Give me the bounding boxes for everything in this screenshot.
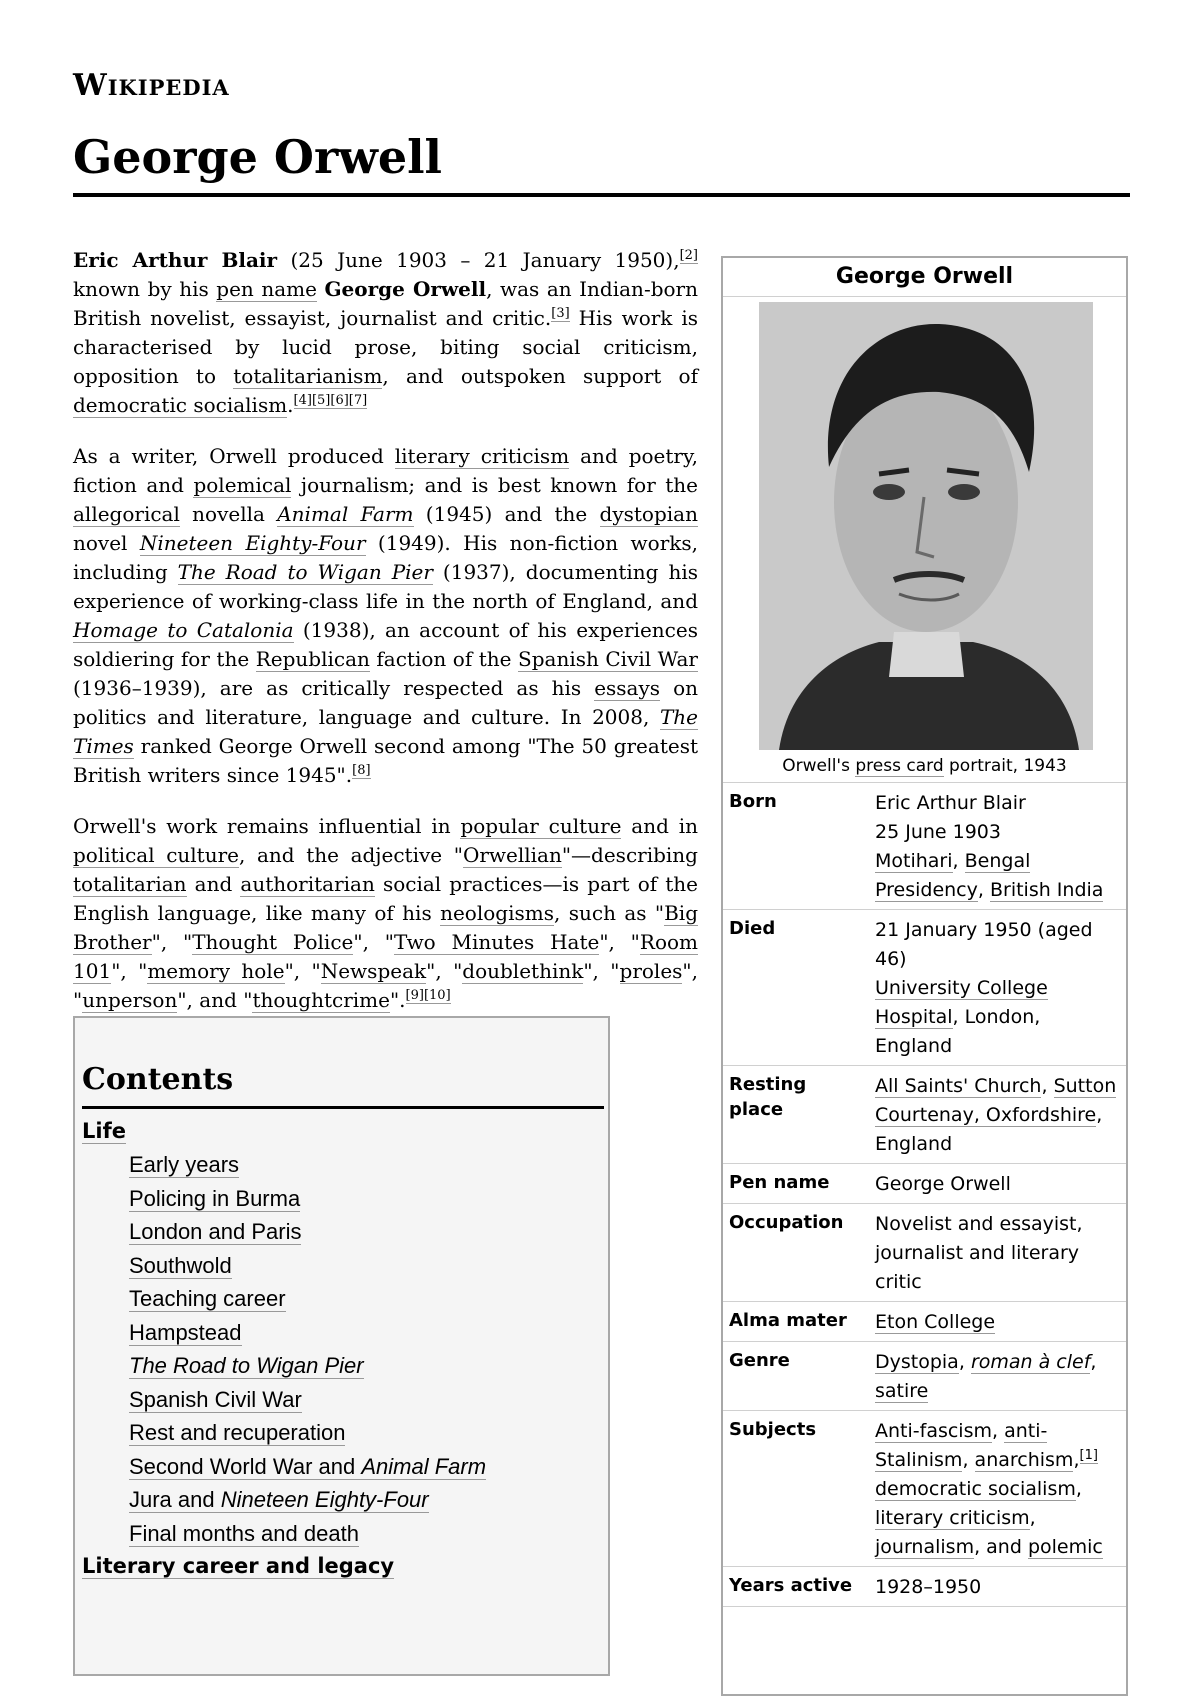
article-body bbox=[73, 246, 698, 1037]
link-doublethink[interactable]: doublethink bbox=[462, 959, 584, 983]
toc-label[interactable]: Literary career and legacy bbox=[82, 1554, 395, 1578]
text: His work is characterised by lucid prose, biting social criticism, opposition to bbox=[73, 306, 698, 388]
sep: , bbox=[958, 1351, 971, 1373]
link-road-to-wigan-pier[interactable]: The Road to Wigan Pier bbox=[177, 560, 433, 584]
text: (1937), documenting his experience of working-class life in the north of England, and bbox=[73, 560, 699, 613]
text: (25 June 1903 – 21 January 1950), bbox=[277, 248, 680, 272]
sep: , bbox=[952, 850, 965, 872]
value-line: England bbox=[875, 1035, 953, 1057]
link-courtenay-oxfordshire[interactable]: Courtenay, Oxfordshire bbox=[875, 1104, 1097, 1126]
link-the-times[interactable]: The Times bbox=[73, 705, 698, 758]
infobox-row-died bbox=[723, 910, 1126, 1066]
value-line bbox=[875, 1533, 1120, 1562]
infobox-row-genre bbox=[723, 1342, 1126, 1411]
value-line bbox=[875, 1072, 1120, 1101]
link-press-card[interactable]: press card bbox=[855, 756, 944, 776]
wikipedia-wordmark[interactable]: Wikipedia bbox=[73, 68, 230, 103]
link-literary-criticism[interactable]: literary criticism bbox=[394, 444, 570, 468]
toc-item-southwold[interactable] bbox=[82, 1249, 604, 1283]
ref-link[interactable] bbox=[406, 988, 451, 1004]
ref-link[interactable] bbox=[680, 248, 698, 264]
value-line: Eric Arthur Blair bbox=[875, 792, 1026, 814]
link-democratic-socialism[interactable]: democratic socialism bbox=[73, 393, 288, 417]
sep: , bbox=[1041, 1075, 1054, 1097]
value-line bbox=[875, 1446, 1120, 1475]
link-spanish-civil-war[interactable]: Spanish Civil War bbox=[518, 647, 698, 671]
ref-link-text[interactable]: [8] bbox=[352, 763, 371, 779]
intro-paragraph-3 bbox=[73, 812, 698, 1015]
row-value bbox=[875, 1573, 1120, 1602]
sep: , bbox=[1029, 1507, 1036, 1529]
infobox-row-years-active bbox=[723, 1567, 1126, 1607]
value-line: Novelist and essayist, bbox=[875, 1213, 1083, 1235]
toc-label[interactable]: The Road to Wigan Pier bbox=[129, 1353, 364, 1378]
link-university-college[interactable]: University College bbox=[875, 977, 1048, 999]
value-line: 46) bbox=[875, 948, 907, 970]
link-room-101[interactable]: Room 101 bbox=[73, 930, 698, 983]
toc-label[interactable]: Rest and recuperation bbox=[129, 1420, 346, 1445]
toc-label[interactable] bbox=[129, 1487, 429, 1513]
link-polemic[interactable]: polemic bbox=[1027, 1536, 1103, 1558]
ref-link-text[interactable]: [5] bbox=[311, 393, 331, 409]
bold-pen-name: George Orwell bbox=[324, 277, 487, 301]
link-british-india[interactable]: British India bbox=[989, 879, 1104, 901]
portrait-illustration bbox=[759, 302, 1093, 750]
text: ", " bbox=[599, 930, 640, 954]
link-roman-a-clef[interactable]: roman à clef bbox=[970, 1351, 1091, 1373]
toc-label[interactable]: Hampstead bbox=[129, 1319, 242, 1345]
ref-link-text[interactable]: [3] bbox=[551, 306, 570, 322]
toc-item-policing-in-burma[interactable] bbox=[82, 1182, 604, 1216]
toc-label[interactable]: Spanish Civil War bbox=[129, 1386, 302, 1412]
row-value bbox=[875, 1210, 1120, 1297]
toc-item-london-and-paris[interactable] bbox=[82, 1215, 604, 1249]
toc-label[interactable]: Final months and death bbox=[129, 1520, 359, 1546]
link-homage-to-catalonia[interactable]: Homage to Catalonia bbox=[73, 618, 294, 642]
row-value bbox=[875, 1072, 1120, 1159]
value-line bbox=[875, 974, 1120, 1003]
infobox-title: George Orwell bbox=[723, 258, 1126, 297]
ref-link-text[interactable]: [7] bbox=[348, 393, 368, 409]
text: Orwell's work remains influential in bbox=[73, 814, 461, 838]
link-satire[interactable]: satire bbox=[875, 1380, 929, 1402]
link-republican[interactable]: Republican bbox=[255, 647, 370, 671]
text: ", " bbox=[353, 930, 394, 954]
text: , was an Indian-born British novelist, essayist, journalist and critic. bbox=[73, 277, 698, 330]
value-line: 1928–1950 bbox=[875, 1576, 982, 1598]
value-line bbox=[875, 1504, 1120, 1533]
text: on politics and literature, language and culture. In 2008, bbox=[73, 676, 698, 729]
toc-label[interactable]: London and Paris bbox=[129, 1219, 302, 1244]
text: , and the adjective " bbox=[239, 843, 463, 867]
portrait-photo[interactable] bbox=[759, 302, 1093, 750]
value-line: 21 January 1950 (aged bbox=[875, 919, 1093, 941]
sep: , bbox=[1073, 1449, 1080, 1471]
row-label: Years active bbox=[729, 1575, 853, 1596]
value-line bbox=[875, 1308, 1120, 1337]
link-motihari[interactable]: Motihari bbox=[875, 850, 953, 872]
link-totalitarian[interactable]: totalitarian bbox=[73, 872, 187, 896]
toc-item-spanish-civil-war[interactable] bbox=[82, 1383, 604, 1417]
text: (1945) and the bbox=[413, 502, 600, 526]
link-unperson[interactable]: unperson bbox=[82, 988, 178, 1012]
text: ", " bbox=[111, 959, 148, 983]
row-label: Genre bbox=[729, 1350, 790, 1371]
text: and in bbox=[621, 814, 698, 838]
sep: , and bbox=[974, 1536, 1028, 1558]
text: (1949). His non-fiction works, including bbox=[73, 531, 699, 584]
link-pen-name[interactable]: pen name bbox=[216, 277, 317, 301]
row-label: Alma mater bbox=[729, 1310, 847, 1331]
link-stalinism[interactable]: Stalinism bbox=[875, 1449, 963, 1471]
text: ", " bbox=[284, 959, 321, 983]
link-eton-college[interactable]: Eton College bbox=[875, 1311, 996, 1333]
text: As a writer, Orwell produced bbox=[73, 444, 395, 468]
link-anti-stalinism[interactable]: anti- bbox=[1004, 1420, 1048, 1442]
toc-item-rest-and-recuperation[interactable] bbox=[82, 1416, 604, 1450]
infobox-row-subjects bbox=[723, 1411, 1126, 1567]
value-line bbox=[875, 1377, 1120, 1406]
intro-paragraph-2 bbox=[73, 442, 698, 790]
value-line: critic bbox=[875, 1271, 922, 1293]
link-democratic-socialism-subject[interactable]: democratic socialism bbox=[875, 1478, 1076, 1500]
toc-item-early-years[interactable] bbox=[82, 1148, 604, 1182]
text: ", " bbox=[426, 959, 463, 983]
text: ranked George Orwell second among "The 50 greatest British writers since 1945". bbox=[73, 734, 698, 787]
link-political-culture[interactable]: political culture bbox=[73, 843, 240, 867]
ref-link-text[interactable]: [2] bbox=[679, 248, 698, 264]
toc-divider bbox=[82, 1106, 604, 1109]
text: ", " bbox=[583, 959, 620, 983]
ref-link-text[interactable]: [9] bbox=[405, 988, 424, 1004]
ref-link-text[interactable]: [10] bbox=[423, 988, 451, 1004]
text: (1938), an account of his experiences soldiering for the bbox=[73, 618, 698, 671]
text: ", and " bbox=[177, 988, 253, 1012]
ref-link-text[interactable]: [6] bbox=[330, 393, 349, 409]
text: ". bbox=[389, 988, 406, 1012]
text: ", " bbox=[151, 930, 193, 954]
infobox-row-alma-mater bbox=[723, 1302, 1126, 1342]
toc-title: Contents bbox=[82, 1062, 234, 1097]
title-divider bbox=[73, 193, 1130, 197]
value-line: journalist and literary bbox=[875, 1242, 1080, 1264]
value-line bbox=[875, 847, 1120, 876]
link-totalitarianism[interactable]: totalitarianism bbox=[233, 364, 383, 388]
link-memory-hole[interactable]: memory hole bbox=[147, 959, 285, 983]
infobox-row-born bbox=[723, 783, 1126, 910]
toc-item-final-months[interactable] bbox=[82, 1517, 604, 1551]
row-value bbox=[875, 789, 1120, 905]
toc-section-literary-career[interactable] bbox=[82, 1550, 604, 1583]
link-literary-criticism-subject[interactable]: literary criticism bbox=[875, 1507, 1030, 1529]
link-anti-fascism[interactable]: Anti-fascism bbox=[875, 1420, 992, 1442]
toc-label-part[interactable]: Jura and bbox=[129, 1487, 221, 1512]
ref-link[interactable] bbox=[352, 763, 370, 779]
value-line bbox=[875, 1417, 1120, 1446]
link-authoritarian[interactable]: authoritarian bbox=[240, 872, 375, 896]
sep: , bbox=[992, 1420, 1005, 1442]
toc-item-road-to-wigan-pier[interactable] bbox=[82, 1349, 604, 1383]
link-dystopia[interactable]: Dystopia bbox=[875, 1351, 959, 1373]
text: social practices—is part of the English language, like many of his bbox=[73, 872, 698, 925]
text: . bbox=[287, 393, 294, 417]
link-two-minutes-hate[interactable]: Two Minutes Hate bbox=[393, 930, 600, 954]
infobox bbox=[721, 256, 1128, 1696]
value-line: George Orwell bbox=[875, 1173, 1011, 1195]
label-line: place bbox=[729, 1099, 784, 1120]
caption-text: Orwell's bbox=[782, 756, 856, 776]
row-value bbox=[875, 1417, 1120, 1562]
row-label bbox=[729, 1072, 875, 1159]
text: ", " bbox=[73, 959, 698, 1012]
link-proles[interactable]: proles bbox=[619, 959, 683, 983]
text: novella bbox=[179, 502, 278, 526]
infobox-row-resting-place bbox=[723, 1066, 1126, 1164]
ref-link-text[interactable]: [1] bbox=[1079, 1447, 1098, 1463]
ref-link[interactable] bbox=[551, 306, 569, 322]
photo-caption bbox=[723, 754, 1126, 778]
link-popular-culture[interactable]: popular culture bbox=[460, 814, 622, 838]
link-animal-farm[interactable]: Animal Farm bbox=[277, 502, 414, 526]
table-of-contents bbox=[73, 1016, 610, 1676]
value-line bbox=[875, 1475, 1120, 1504]
toc-item-teaching-career[interactable] bbox=[82, 1282, 604, 1316]
text: journalism; and is best known for the bbox=[291, 473, 698, 497]
ref-link[interactable] bbox=[294, 393, 368, 409]
infobox-photo-cell bbox=[723, 297, 1126, 783]
toc-section-life[interactable] bbox=[82, 1115, 604, 1148]
page-title: George Orwell bbox=[73, 130, 443, 184]
toc-label[interactable]: Life bbox=[82, 1119, 126, 1143]
toc-item-jura[interactable] bbox=[82, 1483, 604, 1517]
toc-label[interactable]: Teaching career bbox=[129, 1286, 286, 1311]
sep: , bbox=[1090, 1351, 1097, 1373]
link-essays[interactable]: essays bbox=[594, 676, 661, 700]
link-dystopian[interactable]: dystopian bbox=[599, 502, 698, 526]
row-value bbox=[875, 1308, 1120, 1337]
toc-label[interactable]: Policing in Burma bbox=[129, 1185, 301, 1211]
link-big-brother[interactable]: Big Brother bbox=[73, 901, 698, 954]
ref-link[interactable] bbox=[1080, 1448, 1098, 1464]
link-polemical[interactable]: polemical bbox=[193, 473, 292, 497]
bold-name: Eric Arthur Blair bbox=[73, 248, 278, 272]
text: and bbox=[186, 872, 241, 896]
value-line bbox=[875, 876, 1120, 905]
link-newspeak[interactable]: Newspeak bbox=[320, 959, 427, 983]
value-line bbox=[875, 1348, 1120, 1377]
link-sutton[interactable]: Sutton bbox=[1053, 1075, 1117, 1097]
row-label: Pen name bbox=[729, 1172, 830, 1193]
toc-item-second-world-war[interactable] bbox=[82, 1450, 604, 1484]
row-label: Occupation bbox=[729, 1212, 844, 1233]
toc-label-italic[interactable]: Animal Farm bbox=[361, 1453, 487, 1479]
label-line: Resting bbox=[729, 1074, 807, 1095]
text: novel bbox=[73, 531, 140, 555]
link-neologisms[interactable]: neologisms bbox=[440, 901, 554, 925]
link-nineteen-eighty-four[interactable]: Nineteen Eighty-Four bbox=[139, 531, 366, 555]
caption-text: portrait, 1943 bbox=[943, 756, 1067, 776]
value-line bbox=[875, 1003, 1120, 1032]
link-all-saints-church[interactable]: All Saints' Church bbox=[875, 1075, 1042, 1097]
toc-label[interactable]: Southwold bbox=[129, 1252, 232, 1278]
link-orwellian[interactable]: Orwellian bbox=[462, 843, 562, 867]
text: , such as " bbox=[553, 901, 665, 925]
text: faction of the bbox=[369, 647, 519, 671]
row-value bbox=[875, 916, 1120, 1061]
row-label: Subjects bbox=[729, 1419, 817, 1440]
toc-label-part[interactable]: Second World War and bbox=[129, 1453, 362, 1479]
row-value bbox=[875, 1170, 1120, 1199]
intro-paragraph-1 bbox=[73, 246, 698, 420]
link-presidency[interactable]: Presidency bbox=[875, 879, 978, 901]
sep: , bbox=[977, 879, 990, 901]
sep: , London, bbox=[952, 1006, 1041, 1028]
text: , and outspoken support of bbox=[382, 364, 698, 388]
text: "—describing bbox=[561, 843, 698, 867]
sep: , bbox=[1096, 1104, 1103, 1126]
article-page bbox=[73, 0, 1130, 1698]
row-label: Born bbox=[729, 791, 777, 812]
text: known by his bbox=[73, 277, 217, 301]
value-line bbox=[875, 1101, 1120, 1130]
toc-label[interactable]: Early years bbox=[129, 1152, 240, 1177]
link-allegorical[interactable]: allegorical bbox=[73, 502, 180, 526]
sep: , bbox=[962, 1449, 975, 1471]
value-line: 25 June 1903 bbox=[875, 821, 1001, 843]
link-thoughtcrime[interactable]: thoughtcrime bbox=[252, 988, 390, 1012]
toc-label-italic[interactable]: Nineteen Eighty-Four bbox=[220, 1487, 429, 1512]
link-thought-police[interactable]: Thought Police bbox=[192, 930, 354, 954]
toc-label[interactable] bbox=[129, 1454, 486, 1480]
sep: , bbox=[1075, 1478, 1082, 1500]
toc-item-hampstead[interactable] bbox=[82, 1316, 604, 1350]
ref-link-text[interactable]: [4] bbox=[293, 393, 312, 409]
row-label: Died bbox=[729, 918, 776, 939]
row-value bbox=[875, 1348, 1120, 1406]
value-line: England bbox=[875, 1133, 953, 1155]
text: (1936–1939), are as critically respected as his bbox=[73, 676, 595, 700]
infobox-row-occupation bbox=[723, 1204, 1126, 1302]
infobox-row-pen-name bbox=[723, 1164, 1126, 1204]
link-bengal[interactable]: Bengal bbox=[964, 850, 1031, 872]
text: and poetry, fiction and bbox=[73, 444, 698, 497]
link-hospital[interactable]: Hospital bbox=[875, 1006, 953, 1028]
toc-list bbox=[82, 1115, 604, 1583]
link-journalism[interactable]: journalism bbox=[875, 1536, 975, 1558]
link-anarchism[interactable]: anarchism bbox=[974, 1449, 1074, 1471]
